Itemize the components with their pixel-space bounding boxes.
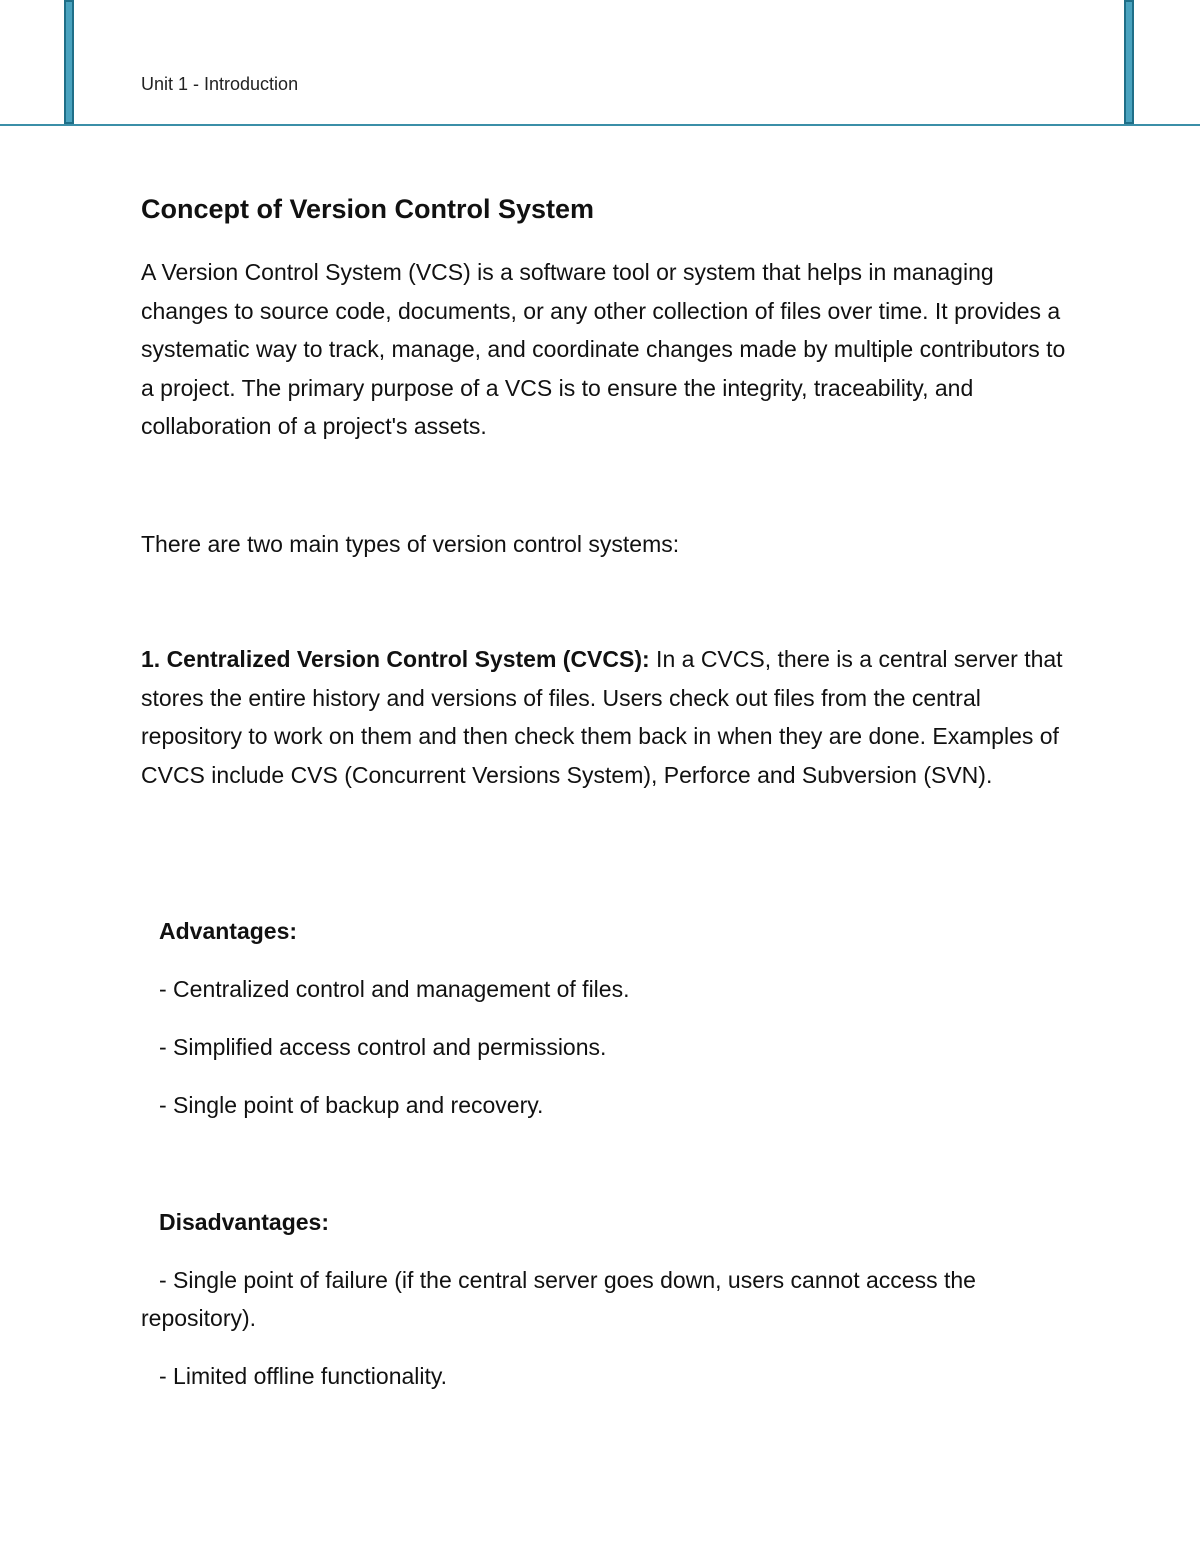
- header-left-bar: [64, 0, 74, 124]
- advantage-item: - Single point of backup and recovery.: [159, 1092, 544, 1118]
- cvcs-paragraph: [141, 640, 1076, 794]
- running-header: Unit 1 - Introduction: [141, 74, 299, 94]
- disadvantages-heading: Disadvantages:: [159, 1209, 330, 1235]
- header-right-bar: [1124, 0, 1134, 124]
- disadvantage-item: - Single point of failure (if the central server goes down, users cannot access the: [159, 1267, 976, 1293]
- types-intro: There are two main types of version control systems:: [141, 531, 680, 557]
- disadvantage-item-continuation: repository).: [141, 1305, 257, 1331]
- header-rule: [0, 124, 1200, 126]
- cvcs-heading: 1. Centralized Version Control System (CVCS):: [141, 646, 650, 672]
- section-title: Concept of Version Control System: [141, 194, 595, 224]
- advantage-item: - Centralized control and management of files.: [159, 976, 630, 1002]
- cvcs-text: In a CVCS, there is a central server that stores the entire history and versions of files. Users check out files from the central repository to work on them and then check them back in when they are done. Examples of CVCS include CVS (Concurrent Versions System), Perforce and Subversion (SVN).: [141, 646, 1063, 788]
- intro-paragraph: A Version Control System (VCS) is a software tool or system that helps in managing changes to source code, documents, or any other collection of files over time. It provides a systematic way to track, manage, and coordinate changes made by multiple contributors to a project. The primary purpose of a VCS is to ensure the integrity, traceability, and collaboration of a project's assets.: [141, 259, 1066, 439]
- disadvantage-item: - Limited offline functionality.: [159, 1363, 448, 1389]
- advantage-item: - Simplified access control and permissions.: [159, 1034, 607, 1060]
- advantages-heading: Advantages:: [159, 918, 298, 944]
